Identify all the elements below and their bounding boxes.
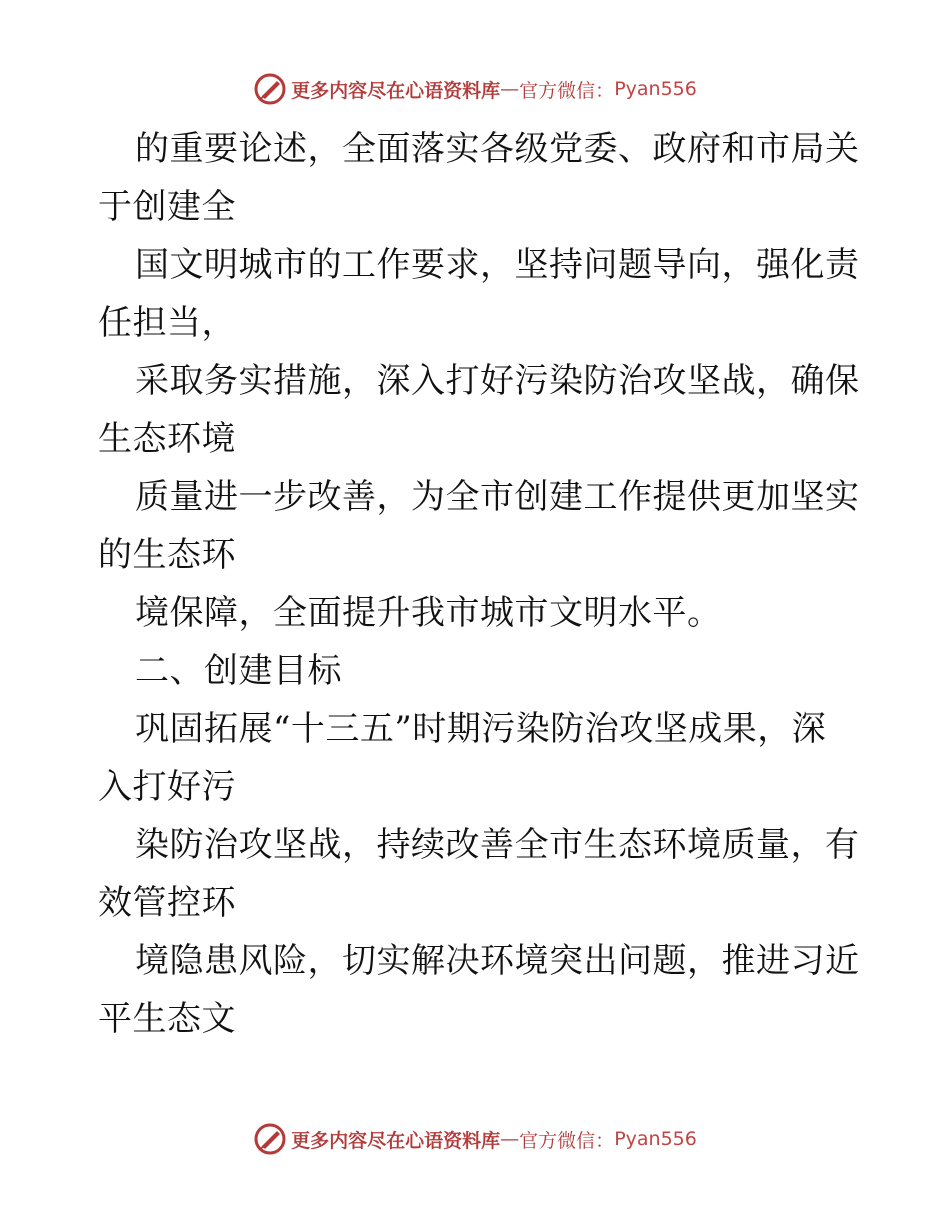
text-line: 国文明城市的工作要求，坚持问题导向，强化责 xyxy=(135,245,860,285)
banner-wechat-id: Pyan556 xyxy=(614,1128,697,1150)
banner-wechat-id: Pyan556 xyxy=(614,78,697,100)
banner-main-text: 更多内容尽在心语资料库 xyxy=(291,1129,501,1152)
banner-dash: — xyxy=(500,78,520,100)
text-line: 效管控环 xyxy=(98,883,236,923)
footer-banner xyxy=(0,1122,950,1156)
text-line: 境保障，全面提升我市城市文明水平。 xyxy=(135,593,722,633)
banner-main-text: 更多内容尽在心语资料库 xyxy=(291,79,501,102)
text-line: 染防治攻坚战，持续改善全市生态环境质量，有 xyxy=(135,825,860,865)
text-line: 平生态文 xyxy=(98,999,236,1039)
text-line: 生态环境 xyxy=(98,419,236,459)
text-line: 境隐患风险，切实解决环境突出问题，推进习近 xyxy=(135,941,860,981)
text-line: 采取务实措施，深入打好污染防治攻坚战，确保 xyxy=(135,361,860,401)
text-line: 的生态环 xyxy=(98,535,236,575)
text-line: 巩固拓展“十三五”时期污染防治攻坚成果，深 xyxy=(135,709,827,749)
section-heading: 二、创建目标 xyxy=(135,651,342,691)
pen-logo-icon xyxy=(253,72,287,106)
pen-logo-icon xyxy=(253,1122,287,1156)
text-line: 质量进一步改善，为全市创建工作提供更加坚实 xyxy=(135,477,860,517)
text-line: 的重要论述，全面落实各级党委、政府和市局关 xyxy=(135,129,860,169)
document-body xyxy=(98,120,858,1048)
text-line: 任担当， xyxy=(98,303,236,343)
text-line: 于创建全 xyxy=(98,187,236,227)
banner-wechat-label: 官方微信： xyxy=(519,1129,615,1152)
banner-wechat-label: 官方微信： xyxy=(519,79,615,102)
header-banner xyxy=(0,72,950,106)
text-line: 入打好污 xyxy=(98,767,236,807)
banner-dash: — xyxy=(500,1128,520,1150)
